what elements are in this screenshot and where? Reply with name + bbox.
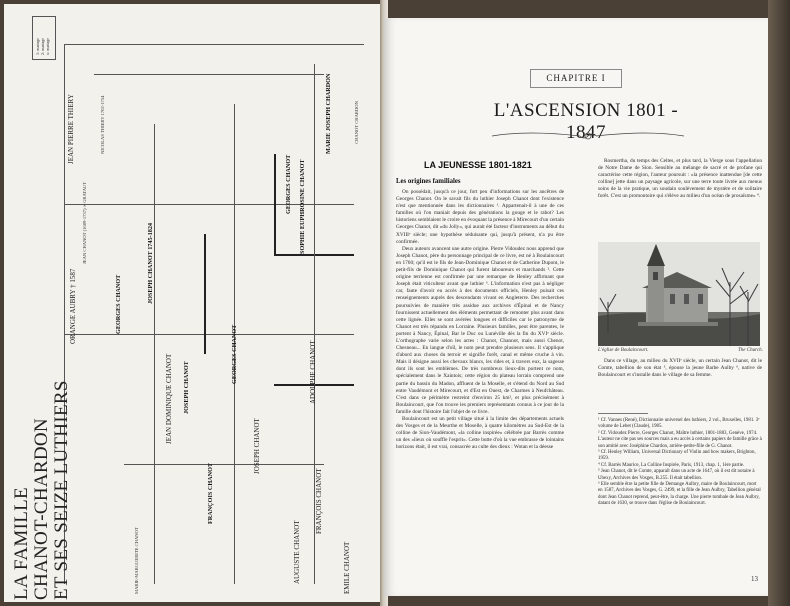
tree-person: FRANÇOIS CHANOT xyxy=(315,468,323,534)
tree-person: EMILE CHANOT xyxy=(343,541,351,594)
tree-connector xyxy=(64,44,364,45)
photo-caption-french: L'église de Boulaincourt. xyxy=(598,348,649,353)
paragraph: Deux auteurs avancent une autre origine. Pierre Vidoudez nous apprend que Joseph Chanot, père du personnage principal de ce livre, est né à Boulaincourt en 1760; qu'il est le fils de Jean-Dominique Chanot et de Catherine Dupont, le petit-fils de Dominique Chanot qui furent laboureurs et marchands ². Cette origine terrienne est confirmée par une remarque de Henley affirmant que Joseph était viticulteur avant que luthier ³. L'information n'est pas à négliger car, faute d'avoir eu accès à des documents officiels, Henley puisait ces renseignements auprès des descendants vivant en Angleterre. Des recherches poursuivies de manière très assidue aux archives d'Épinal et de Nancy fournissent actuellement des éléments permettant de remonter plus avant dans cette lignée. Elles se sont avérées longues et difficiles car le patronyme de Chanot est très répandu en Lorraine. Plusieurs familles, peut être parentes, le portent à Nancy, Épinal, Bar le Duc ou Lunéville dès la fin du XVIᵉ siècle. L'orthographe varie selon les actes : Chanot, Channot, mais aussi Chenot, Chesneau... En langue d'oïl, le nom peut prendre plusieurs sens. Il s'applique d'abord aux choses du terroir et signifie forêt, canal et même cruche à vin. Mais il désigne aussi les chevaux blancs, les rides et, à travers eux, la sagesse dont ils sont les emblèmes. De très nombreux lieux-dits portent ce nom, spécialement dans le Xaintois; cette région du plateau lorrain comprend une partie du bassin du Madon, affluent de la Moselle, et s'étend du Nord au Sud entre Vaudémont et Mirecourt, et d'Est en Ouest, de Charmes à Neufchâteau. C'est dans ce périmètre restreint d'environ 25 km², et plus précisément à Boulaincourt, que l'on trouve les premiers représentants connus à ce jour de la famille dont l'histoire fait l'objet de ce livre. xyxy=(396,245,564,415)
footnote: ⁶ Elle semble être la petite fille de Demange Aulbry, maire de Boulaincourt, mort en 1587, Archives des Vosges, G. 2499, et la fille de Jean Aulbry, Tabellion général dont Jean Chanot reprend, peut-être, la charge. Une pierre tombale de Jean Aulbry, datant de 1630, se trouve dans l'église de Boulaincourt. xyxy=(598,482,761,507)
tree-connector xyxy=(204,234,206,354)
subsection-title: Les origines familiales xyxy=(396,178,461,185)
book-title-line: CHANOT-CHARDON xyxy=(31,418,52,600)
tree-connector xyxy=(274,154,276,254)
church-photo xyxy=(598,242,760,346)
book-edge xyxy=(768,0,790,606)
legend-line: x: mariage xyxy=(45,38,50,55)
tree-person: JEAN PIERRE THIERY xyxy=(67,94,75,164)
tree-person: GEORGES CHANOT xyxy=(231,324,238,384)
footnote: ⁵ Jean Chanot, dit le Comte, apparaît dans un acte de 1647, où il est dit notaire à Ubexy, Archives des Vosges, B.255. Il était tabellion. xyxy=(598,469,755,481)
tree-person: ORANGE AUBRY † 1587 xyxy=(69,268,77,344)
family-tree xyxy=(4,4,382,602)
paragraph: Dans ce village, au milieu du XVIIᵉ siècle, un certain Jean Chanot, dit le Comte, tabellion de son état ⁵, épouse la jeune Barbe Aulby ⁶, native de Boulaincourt et s'installe dans le village de sa femme. xyxy=(598,358,762,379)
footnote: ³ Cf. Henley William, Universal Dictionary of Violin and bow makers, Brighton, 1959. xyxy=(598,450,756,462)
tree-person: MARIE-MARGUERITE CHANOT xyxy=(134,527,139,594)
chapter-label: CHAPITRE I xyxy=(530,69,622,88)
tree-person: JEAN CHANOT (1689-1737) ∞ GRATAUT xyxy=(82,181,87,264)
paragraph: On possédait, jusqu'à ce jour, fort peu d'informations sur les ancêtres de Georges Chanot. On le savait fils du luthier Joseph Chanot dont l'existence n'est que mentionnée dans les dictionnaires ¹. Appartenait-il à une de ces familles où l'on maniait depuis des générations la gouge et le rabot? Les historiens semblaient le croire en évoquant la présence à Mirecourt d'un certain Georges Chanot, dit «du Jolly», qui aurait été facteur d'instruments au début du XVIIIᵉ siècle; une hypothèse séduisante qui, jusqu'à présent, n'a pu être confirmée. xyxy=(396,189,564,245)
tree-person: JOSEPH CHANOT xyxy=(183,361,190,414)
page-number: 13 xyxy=(751,575,758,583)
body-column-left xyxy=(396,189,564,589)
tree-connector xyxy=(154,124,155,584)
tree-person: GEORGES CHANOT xyxy=(285,154,292,214)
paragraph: Boulaincourt est un petit village situé à la limite des départements actuels des Vosges et de la Meurthe et Moselle, à quatre kilomètres au Sud-Est de la colline de Sion-Vaudémont, «la colline inspirée» célébrée par Barrès comme un des «lieux où souffle l'esprit». Cette butte d'où la vue embrasse de lointains horizons était, il est vrai, consacrée au culte des dieux : Wotan et la déesse xyxy=(396,416,564,451)
tree-person: FRANÇOIS CHANOT xyxy=(207,462,214,524)
tree-person: NICOLAS THIERY 1702-1754 xyxy=(100,95,105,154)
tree-person: JOSEPH CHANOT 1745-1824 xyxy=(147,222,154,304)
paragraph: Rosmertha, du temps des Celtes, et plus tard, la Vierge sous l'appellation de Notre Dame de Sion. Sensible au mélange de sacré et de profane qui caractérise cette région, l'auteur poursuit : «la présence inattendue [de cette colline] jette dans un paysage agricole, sur une terre toute livrée aux menus soins de la vie pratique, un soudain soulèvement de mystère et de solitaire forêt. C'est un promontoire qui s'élève au milieu d'un océan de prosaïsme» ⁴. xyxy=(598,158,762,200)
church-photo-image xyxy=(598,242,760,346)
legend-line: 2: mariage xyxy=(40,38,45,55)
tree-person: AUGUSTE CHANOT xyxy=(293,520,301,584)
footnotes xyxy=(598,418,762,508)
tree-connector xyxy=(64,334,354,335)
section-title: LA JEUNESSE 1801-1821 xyxy=(424,160,532,170)
footnote-rule xyxy=(598,413,648,414)
right-page-text xyxy=(384,18,768,596)
tree-person: GEORGES CHANOT xyxy=(115,274,122,334)
tree-person: SOPHIE EUPHROSINE CHANOT xyxy=(299,159,306,254)
body-column-right-mid xyxy=(598,358,762,379)
chapter-title: L'ASCENSION 1801 - 1847 xyxy=(493,100,679,143)
book-title-line: ET SES SEIZE LUTHIERS xyxy=(51,380,72,600)
tree-person: MARIE JOSEPH CHARDON xyxy=(325,73,332,154)
tree-person: CHANOT CHARDON xyxy=(354,101,359,144)
left-page-genealogy xyxy=(4,4,382,602)
book-title-line: LA FAMILLE xyxy=(11,487,32,600)
tree-person: JEAN DOMINIQUE CHANOT xyxy=(165,353,173,444)
tree-person: JOSEPH CHANOT xyxy=(253,418,261,474)
body-column-right-top xyxy=(598,158,762,201)
photo-caption-english: The Church. xyxy=(738,348,763,353)
tree-person: ADOLPHE CHANOT xyxy=(309,340,317,404)
ornament-divider xyxy=(488,129,688,143)
legend-line: 1: mariage xyxy=(35,38,40,55)
book-title xyxy=(12,380,72,600)
tree-connector xyxy=(94,74,324,75)
footnote: ⁴ Cf. Barrès Maurice, La Colline Inspirée, Paris, 1913, chap. 1, 1ère partie. xyxy=(598,462,745,468)
tree-connector xyxy=(124,464,324,465)
footnote: ² Cf. Vidoudez Pierre, Georges Chanot, Maître luthier, 1801-1883, Genève, 1974. L'auteur ne cite pas ses sources mais a eu accès à certains papiers de famille grâce à son amitié avec Joséphine Chardon, arrière-petite-fille de G. Chanot. xyxy=(598,430,762,449)
tree-connector xyxy=(64,204,354,205)
tree-legend xyxy=(32,16,56,60)
footnote: ¹ Cf. Vannes (René), Dictionnaire universel des luthiers, 2 vol., Bruxelles, 1981. 3ᵉ volume de Lebet (Claude), 1985. xyxy=(598,418,760,430)
